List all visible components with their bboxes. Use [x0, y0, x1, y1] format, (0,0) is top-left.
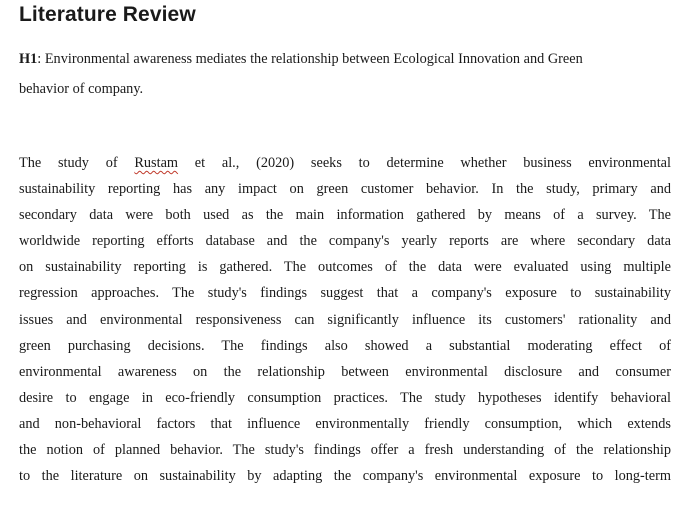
paragraph-line: desire to engage in eco-friendly consumption practices. The study hypotheses identify behavioral: [19, 389, 671, 406]
paragraph-line: regression approaches. The study's findings suggest that a company's exposure to sustainability: [19, 285, 671, 302]
paragraph-line: sustainability reporting has any impact on green customer behavior. In the study, primary and: [19, 181, 671, 198]
paragraph-line: secondary data were both used as the main information gathered by means of a survey. The: [19, 207, 671, 224]
paragraph-line: green purchasing decisions. The findings also showed a substantial moderating effect of: [19, 337, 671, 354]
cited-author: Rustam: [134, 155, 179, 171]
paragraph-line: to the literature on sustainability by adapting the company's environmental exposure to long-term: [19, 468, 671, 485]
body-paragraph: [19, 150, 671, 489]
hypothesis-block: [19, 44, 669, 104]
paragraph-line: on sustainability reporting is gathered. The outcomes of the data were evaluated using multiple: [19, 259, 671, 276]
paragraph-line: and non-behavioral factors that influence environmentally friendly consumption, which extends: [19, 415, 671, 432]
section-heading: Literature Review: [19, 3, 196, 26]
hypothesis-text: : Environmental awareness mediates the relationship between Ecological Innovation and Green: [37, 51, 583, 67]
paragraph-line: the notion of planned behavior. The study's findings offer a fresh understanding of the relationship: [19, 442, 671, 459]
hypothesis-line-2: behavior of company.: [19, 81, 144, 97]
hypothesis-label: H1: [19, 51, 38, 67]
paragraph-line: worldwide reporting efforts database and the company's yearly reports are where secondary data: [19, 233, 671, 250]
paragraph-line: environmental awareness on the relationship between environmental disclosure and consumer: [19, 363, 671, 380]
line-prefix: The study of: [19, 155, 135, 171]
hypothesis-line-1: [19, 44, 669, 74]
paragraph-line: issues and environmental responsiveness can significantly influence its customers' rationality and: [19, 311, 671, 328]
paragraph-line: [19, 150, 671, 176]
line-suffix: et al., (2020) seeks to determine whether business environmental: [178, 155, 671, 171]
